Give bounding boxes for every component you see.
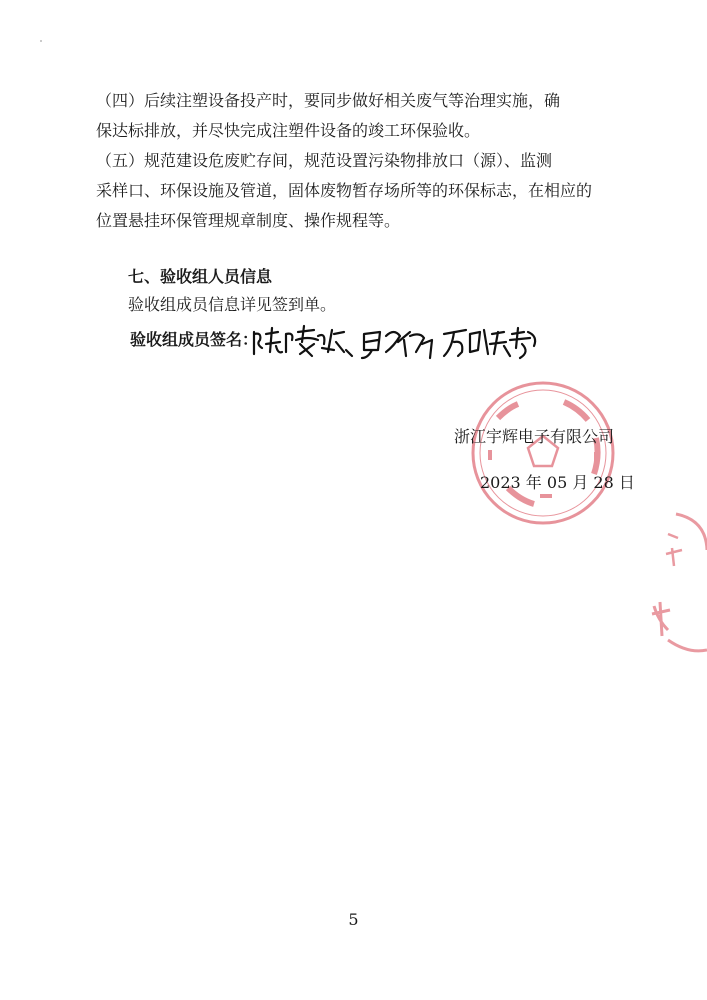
item5-line1: （五）规范建设危废贮存间，规范设置污染物排放口（源）、监测 bbox=[96, 151, 553, 170]
company-name: 浙江宇辉电子有限公司 bbox=[454, 427, 615, 446]
partial-seal-icon bbox=[648, 510, 707, 660]
section7-text: 验收组成员信息详见签到单。 bbox=[128, 295, 337, 314]
scan-speck bbox=[40, 40, 42, 42]
signing-date: 2023 年 05 月 28 日 bbox=[480, 473, 635, 492]
signature-label: 验收组成员签名： bbox=[130, 330, 259, 349]
company-seal-icon bbox=[468, 378, 618, 528]
item4-line1: （四）后续注塑设备投产时，要同步做好相关废气等治理实施，确 bbox=[96, 91, 561, 110]
page-number: 5 bbox=[348, 910, 359, 929]
item5-line2: 采样口、环保设施及管道，固体废物暂存场所等的环保标志，在相应的 bbox=[96, 181, 593, 200]
signature-row bbox=[130, 322, 550, 362]
item4-line2: 保达标排放，并尽快完成注塑件设备的竣工环保验收。 bbox=[96, 121, 481, 140]
item5-line3: 位置悬挂环保管理规章制度、操作规程等。 bbox=[96, 211, 401, 230]
handwritten-signatures-icon bbox=[248, 322, 548, 362]
section7-heading: 七、验收组人员信息 bbox=[128, 267, 273, 286]
